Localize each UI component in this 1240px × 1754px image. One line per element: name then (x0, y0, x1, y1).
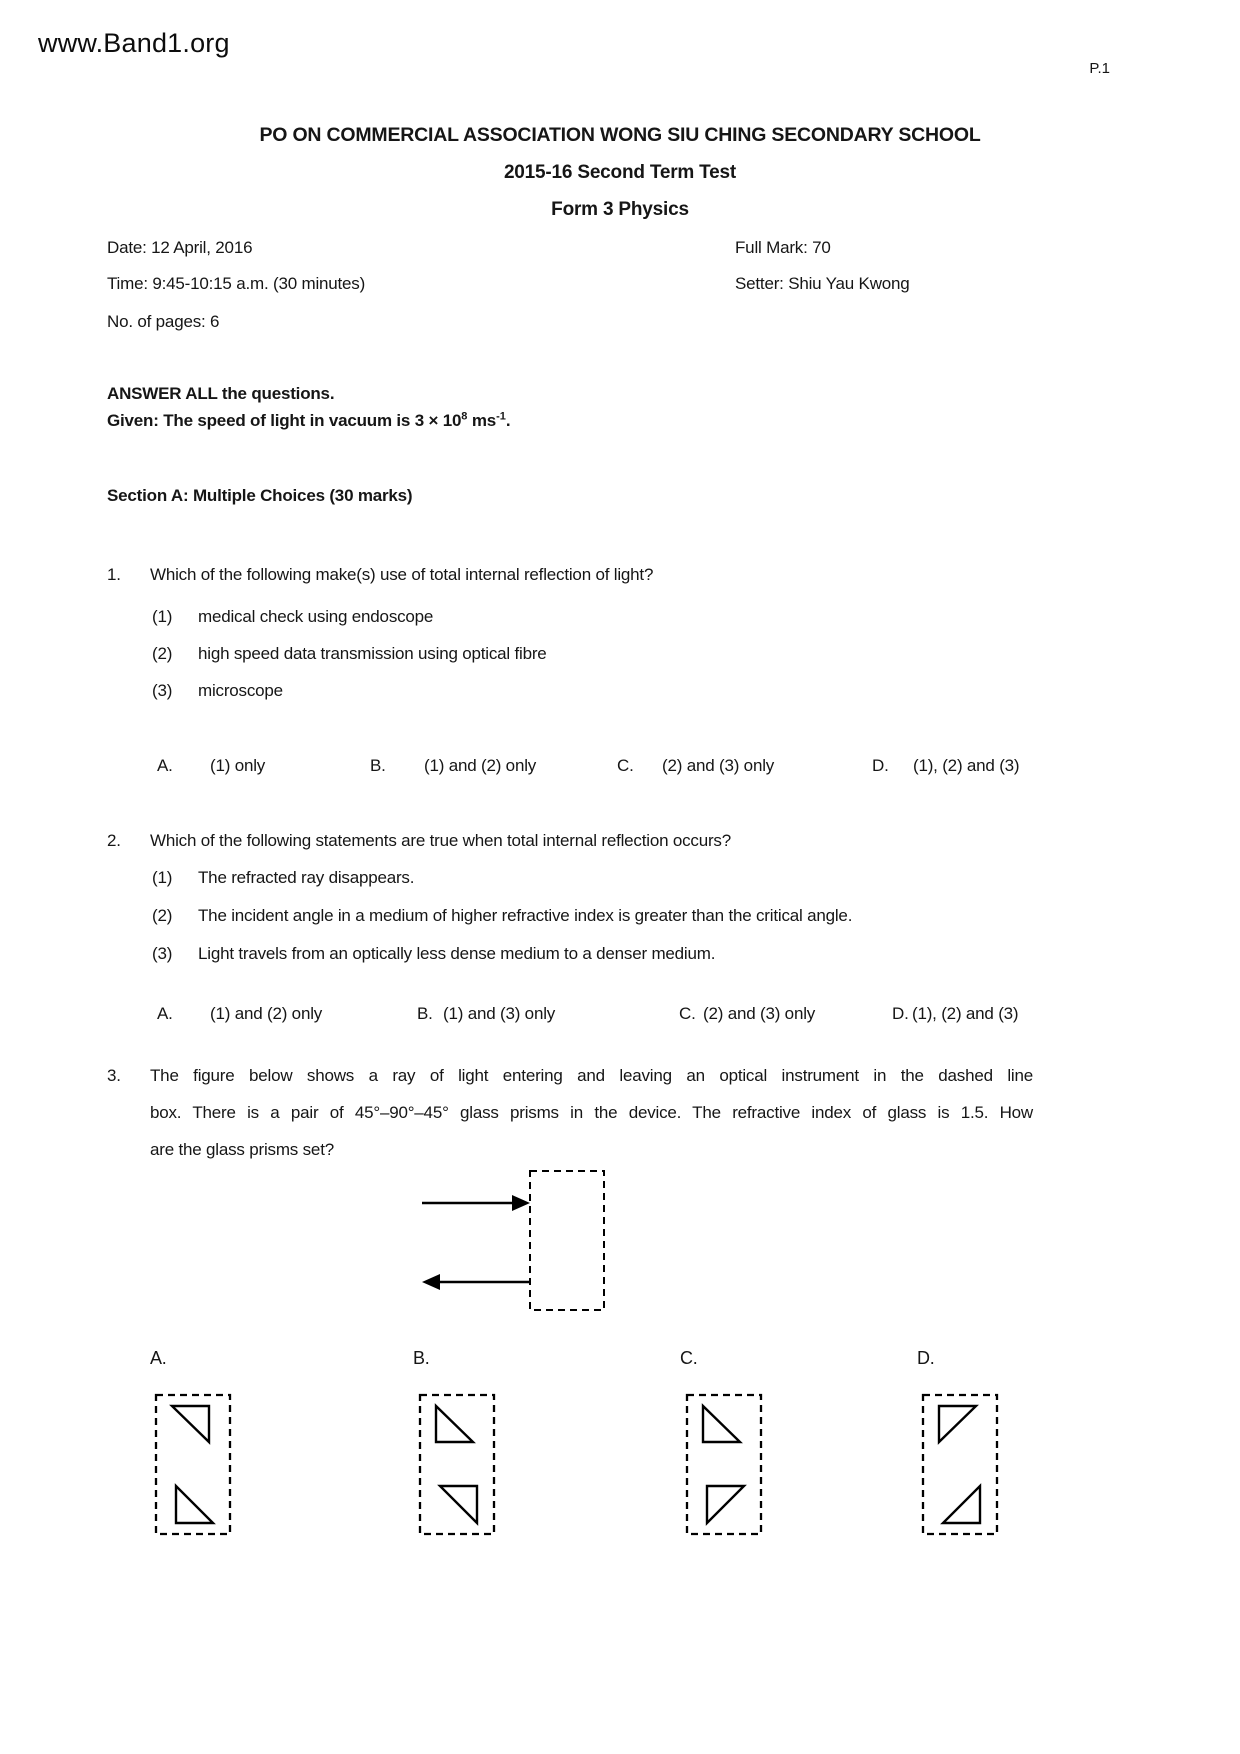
setter: Setter: Shiu Yau Kwong (735, 274, 910, 293)
given-instruction (107, 410, 510, 431)
q2-answer-text: (2) and (3) only (703, 1004, 816, 1023)
q1-answer-text: (1) only (210, 756, 266, 775)
dashed-instrument-box (530, 1171, 604, 1310)
q1-answer-text: (1), (2) and (3) (913, 756, 1020, 775)
q3-option-c-figure (678, 1390, 770, 1542)
full-mark: Full Mark: 70 (735, 238, 831, 257)
q3-number: 3. (107, 1066, 121, 1085)
q1-answer-text: (2) and (3) only (662, 756, 775, 775)
term-title: 2015-16 Second Term Test (503, 162, 737, 183)
q1-item-text: medical check using endoscope (198, 607, 434, 626)
ray-leaving-arrow (422, 1274, 530, 1290)
q2-item-num: (1) (152, 868, 173, 887)
q2-answer-text: (1), (2) and (3) (912, 1004, 1019, 1023)
q2-answer-label: D. (892, 1004, 909, 1023)
answer-all-instruction: ANSWER ALL the questions. (107, 384, 335, 403)
section-a-heading: Section A: Multiple Choices (30 marks) (107, 486, 413, 505)
q3-stem-line: The figure below shows a ray of light entering and leaving an optical instrument in the dashed line (150, 1066, 1033, 1085)
given-period: . (505, 411, 511, 430)
q3-instrument-figure (400, 1160, 630, 1325)
q2-answer-label: C. (679, 1004, 696, 1023)
top-prism-triangle (172, 1406, 209, 1442)
q1-item-num: (2) (152, 644, 173, 663)
q2-answer-text: (1) and (3) only (443, 1004, 556, 1023)
q3-option-label: D. (917, 1348, 935, 1368)
q1-answer-label: A. (157, 756, 173, 775)
q3-option-label: B. (413, 1348, 430, 1368)
q2-item-num: (2) (152, 906, 173, 925)
dashed-option-box (687, 1395, 761, 1534)
exam-date: Date: 12 April, 2016 (107, 238, 253, 257)
ray-entering-arrow (422, 1195, 530, 1211)
bottom-prism-triangle (943, 1486, 980, 1523)
q1-item-num: (1) (152, 607, 173, 626)
subject-title: Form 3 Physics (551, 199, 689, 220)
q1-answer-label: D. (872, 756, 889, 775)
q2-item-text: Light travels from an optically less dense medium to a denser medium. (198, 944, 716, 963)
q2-answer-label: B. (417, 1004, 433, 1023)
q2-number: 2. (107, 831, 121, 850)
page-number: P.1 (1089, 60, 1110, 77)
q1-answer-label: C. (617, 756, 634, 775)
q2-answer-text: (1) and (2) only (210, 1004, 323, 1023)
q1-number: 1. (107, 565, 121, 584)
q3-stem-line: are the glass prisms set? (150, 1140, 334, 1159)
q1-answer-text: (1) and (2) only (424, 756, 537, 775)
exam-time: Time: 9:45-10:15 a.m. (30 minutes) (107, 274, 366, 293)
page-count: No. of pages: 6 (107, 312, 220, 331)
q1-item-text: high speed data transmission using optical fibre (198, 644, 547, 663)
bottom-prism-triangle (707, 1486, 744, 1523)
q2-answer-label: A. (157, 1004, 173, 1023)
q3-option-d-figure (914, 1390, 1006, 1542)
top-prism-triangle (703, 1406, 740, 1442)
q3-option-a-figure (147, 1390, 239, 1542)
given-unit-exponent: -1 (496, 410, 506, 423)
q3-option-b-figure (411, 1390, 503, 1542)
dashed-option-box (420, 1395, 494, 1534)
q1-item-num: (3) (152, 681, 173, 700)
top-prism-triangle (436, 1406, 473, 1442)
given-exponent: 8 (461, 410, 468, 423)
given-unit: ms (467, 411, 497, 430)
q3-option-label: C. (680, 1348, 698, 1368)
q2-item-num: (3) (152, 944, 173, 963)
site-watermark: www.Band1.org (38, 28, 230, 58)
q2-item-text: The incident angle in a medium of higher refractive index is greater than the critical angle. (198, 906, 853, 925)
bottom-prism-triangle (176, 1486, 213, 1523)
top-prism-triangle (939, 1406, 976, 1442)
given-prefix: Given: The speed of light in vacuum is 3 × 10 (107, 411, 462, 430)
q1-item-text: microscope (198, 681, 283, 700)
q2-stem: Which of the following statements are true when total internal reflection occurs? (150, 831, 731, 850)
q1-stem: Which of the following make(s) use of total internal reflection of light? (150, 565, 654, 584)
school-title: PO ON COMMERCIAL ASSOCIATION WONG SIU CHING SECONDARY SCHOOL (259, 124, 981, 146)
q2-item-text: The refracted ray disappears. (198, 868, 415, 887)
q1-answer-label: B. (370, 756, 386, 775)
bottom-prism-triangle (440, 1486, 477, 1523)
q3-stem-line: box. There is a pair of 45°–90°–45° glass prisms in the device. The refractive index of glass is 1.5. How (150, 1103, 1033, 1122)
q3-option-label: A. (150, 1348, 167, 1368)
